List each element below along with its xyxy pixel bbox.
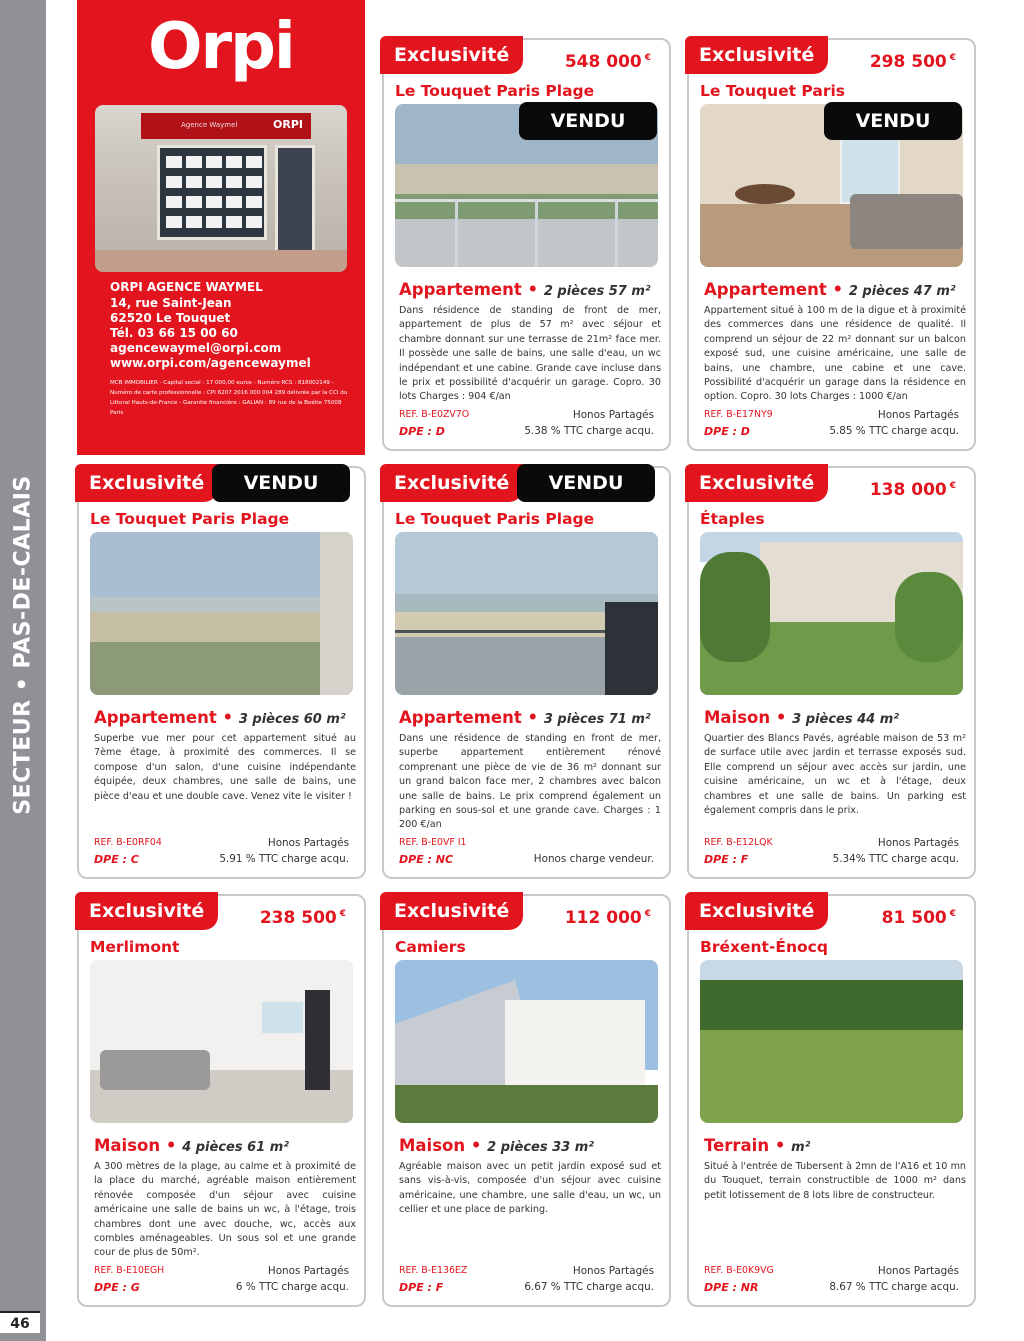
fees-label: Honos Partagés xyxy=(877,409,959,421)
property-type: Maison • 2 pièces 33 m² xyxy=(399,1136,594,1155)
listing-card[interactable] xyxy=(687,38,976,451)
agency-address-1: 14, rue Saint-Jean xyxy=(110,296,232,310)
listing-price: 548 000 € xyxy=(564,52,651,72)
energy-rating: DPE : F xyxy=(704,853,749,866)
listing-city: Le Touquet Paris xyxy=(700,82,846,100)
listing-city: Le Touquet Paris Plage xyxy=(395,82,595,100)
listing-city: Bréxent-Énocq xyxy=(700,938,828,956)
fees-value: 5.91 % TTC charge acqu. xyxy=(219,853,349,865)
fees-value: 5.85 % TTC charge acqu. xyxy=(829,425,959,437)
fees-value: 6 % TTC charge acqu. xyxy=(235,1281,349,1293)
listing-city: Étaples xyxy=(700,510,765,528)
shop-sign-logo: ORPI xyxy=(273,118,303,131)
exclusivity-tag: Exclusivité xyxy=(380,892,523,930)
exclusivity-tag: Exclusivité xyxy=(75,464,218,502)
listing-price: 238 500 € xyxy=(259,908,346,928)
listing-reference: REF. B-E10EGH xyxy=(94,1265,165,1276)
listing-description: Quartier des Blancs Pavés, agréable maison de 53 m² de surface utile avec jardin et terrasse exposés sud. Elle comprend un séjour avec accès sur jardin, une cuisine américaine, un wc et à l'étage, deux chambres et une salle de bains. Un parking est également compris dans le prix. xyxy=(704,733,966,817)
shop-window xyxy=(157,145,267,240)
listing-card[interactable] xyxy=(77,894,366,1307)
property-type: Appartement • 3 pièces 60 m² xyxy=(94,708,346,727)
property-type: Terrain • m² xyxy=(704,1136,811,1155)
listing-city: Le Touquet Paris Plage xyxy=(395,510,595,528)
listing-price: 138 000 € xyxy=(869,480,956,500)
fees-label: Honos Partagés xyxy=(572,409,654,421)
shop-sign-text: Agence Waymel xyxy=(181,121,238,129)
energy-rating: DPE : D xyxy=(704,425,750,438)
listing-photo[interactable] xyxy=(90,532,353,695)
sold-badge: VENDU xyxy=(824,102,962,140)
section-sidebar xyxy=(0,0,46,1341)
fees-value: 5.34% TTC charge acqu. xyxy=(832,853,959,865)
listing-city: Merlimont xyxy=(90,938,180,956)
property-type: Maison • 4 pièces 61 m² xyxy=(94,1136,289,1155)
energy-rating: DPE : G xyxy=(94,1281,140,1294)
energy-rating: DPE : NR xyxy=(704,1281,759,1294)
fees-label: Honos Partagés xyxy=(267,1265,349,1277)
fees-label: Honos Partagés xyxy=(877,1265,959,1277)
listing-description: Agréable maison avec un petit jardin exposé sud et sans vis-à-vis, composée d'un séjour avec cuisine américaine, une chambre, une salle d'eau, un wc, un cellier et une place de parking. xyxy=(399,1161,661,1216)
listing-reference: REF. B-E0VF I1 xyxy=(399,837,467,848)
energy-rating: DPE : C xyxy=(94,853,139,866)
energy-rating: DPE : F xyxy=(399,1281,444,1294)
listing-city: Camiers xyxy=(395,938,466,956)
energy-rating: DPE : D xyxy=(399,425,445,438)
shop-sign xyxy=(141,113,311,139)
property-type: Maison • 3 pièces 44 m² xyxy=(704,708,899,727)
listing-description: Dans une résidence de standing en front de mer, superbe appartement entièrement rénové comprenant une pièce de vie de 36 m² donnant sur un grand balcon face mer, 2 chambres avec balcon une salle de bains. Le prix comprend également un parking en sous-sol et une grande cave. Charges : 1 200 €/an xyxy=(399,733,661,831)
listing-reference: REF. B-E0RF04 xyxy=(94,837,162,848)
listing-photo[interactable] xyxy=(90,960,353,1123)
shop-door xyxy=(275,145,315,260)
property-type: Appartement • 2 pièces 57 m² xyxy=(399,280,651,299)
listing-photo[interactable] xyxy=(700,532,963,695)
property-type: Appartement • 2 pièces 47 m² xyxy=(704,280,956,299)
listing-card[interactable] xyxy=(77,466,366,879)
agency-legal-notice: MCB IMMOBILIER - Capital social : 17 000,00 euros - Numéro RCS : 818002149 - Numéro de carte professionnelle : CPI 6207 2016 000 004 289 délivrée par la CCI du Littoral Hauts-de-France - Garantie financière : GALIAN : 89 rue de la Boétie 75008 Paris xyxy=(110,380,348,416)
listing-reference: REF. B-E136EZ xyxy=(399,1265,468,1276)
listing-photo[interactable] xyxy=(395,532,658,695)
sold-badge: VENDU xyxy=(517,464,655,502)
listing-price: 298 500 € xyxy=(869,52,956,72)
energy-rating: DPE : NC xyxy=(399,853,454,866)
fees-label: Honos Partagés xyxy=(267,837,349,849)
listing-description: Situé à l'entrée de Tubersent à 2mn de l'A16 et 10 mn du Touquet, terrain constructible de 1000 m² dans petit lotissement de 8 lots libre de constructeur. xyxy=(704,1161,966,1201)
listing-card[interactable] xyxy=(382,894,671,1307)
listing-card[interactable] xyxy=(382,466,671,879)
exclusivity-tag: Exclusivité xyxy=(380,464,523,502)
agency-name: ORPI AGENCE WAYMEL xyxy=(110,280,263,294)
listing-price: 81 500 € xyxy=(881,908,956,928)
listing-description: Dans résidence de standing de front de mer, appartement de plus de 57 m² avec séjour et chambre donnant sur une terrasse de 21m² face mer. Il possède une salle de bains, une salle d'eau, un wc indépendant et une cabine. Grande cave incluse dans le prix et possibilité d'acquérir un garage. Copro. 30 lots Charges : 904 €/an xyxy=(399,305,661,403)
page-number: 46 xyxy=(0,1311,40,1333)
listing-description: Appartement situé à 100 m de la digue et à proximité des commerces dans une résidence de qualité. Il comprend un séjour de 22 m² donnant sur un balcon exposé sud, une cuisine américaine, une salle de bains, une chambre, une cabine et une cave. Possibilité d'acquérir un garage dans la résidence en option. Copro. 30 lots Charges : 1000 €/an xyxy=(704,305,966,403)
exclusivity-tag: Exclusivité xyxy=(380,36,523,74)
agency-address-2: 62520 Le Touquet xyxy=(110,311,231,325)
orpi-logo: Orpi xyxy=(148,10,294,84)
fees-label: Honos Partagés xyxy=(572,1265,654,1277)
fees-value: Honos charge vendeur. xyxy=(533,853,654,865)
property-type: Appartement • 3 pièces 71 m² xyxy=(399,708,651,727)
agency-shopfront-photo xyxy=(95,105,347,272)
agency-email[interactable]: agencewaymel@orpi.com xyxy=(110,341,282,355)
fees-value: 6.67 % TTC charge acqu. xyxy=(524,1281,654,1293)
exclusivity-tag: Exclusivité xyxy=(685,464,828,502)
sold-badge: VENDU xyxy=(212,464,350,502)
listing-reference: REF. B-E12LQK xyxy=(704,837,773,848)
listing-photo[interactable] xyxy=(395,960,658,1123)
agency-website[interactable]: www.orpi.com/agencewaymel xyxy=(110,356,311,370)
listing-city: Le Touquet Paris Plage xyxy=(90,510,290,528)
fees-value: 8.67 % TTC charge acqu. xyxy=(829,1281,959,1293)
listing-description: Superbe vue mer pour cet appartement situé au 7ème étage, à proximité des commerces. Il se compose d'un salon, d'une cuisine indépendante équipée, deux chambres, une salle de bains, une pièce d'eau et une double cave. Venez vite le visiter ! xyxy=(94,733,356,802)
listing-card[interactable] xyxy=(382,38,671,451)
sold-badge: VENDU xyxy=(519,102,657,140)
exclusivity-tag: Exclusivité xyxy=(75,892,218,930)
listing-reference: REF. B-E0ZV7O xyxy=(399,409,470,420)
listing-card[interactable] xyxy=(687,894,976,1307)
listing-photo[interactable] xyxy=(700,960,963,1123)
listing-price: 112 000 € xyxy=(564,908,651,928)
agency-block xyxy=(77,0,365,455)
fees-value: 5.38 % TTC charge acqu. xyxy=(524,425,654,437)
listing-description: A 300 mètres de la plage, au calme et à proximité de la place du marché, agréable maison entièrement rénovée composée d'un séjour avec cuisine américaine une salle de bains un wc, à l'étage, trois chambres dont une avec douche, wc, accès aux combles aménageables. Un sous sol et une grande cour de plus de 50m². xyxy=(94,1161,356,1259)
listing-reference: REF. B-E0K9VG xyxy=(704,1265,774,1276)
listing-reference: REF. B-E17NY9 xyxy=(704,409,773,420)
exclusivity-tag: Exclusivité xyxy=(685,892,828,930)
listing-card[interactable] xyxy=(687,466,976,879)
exclusivity-tag: Exclusivité xyxy=(685,36,828,74)
section-label: SECTEUR • PAS-DE-CALAIS xyxy=(10,475,36,815)
agency-phone: Tél. 03 66 15 00 60 xyxy=(110,326,238,340)
fees-label: Honos Partagés xyxy=(877,837,959,849)
